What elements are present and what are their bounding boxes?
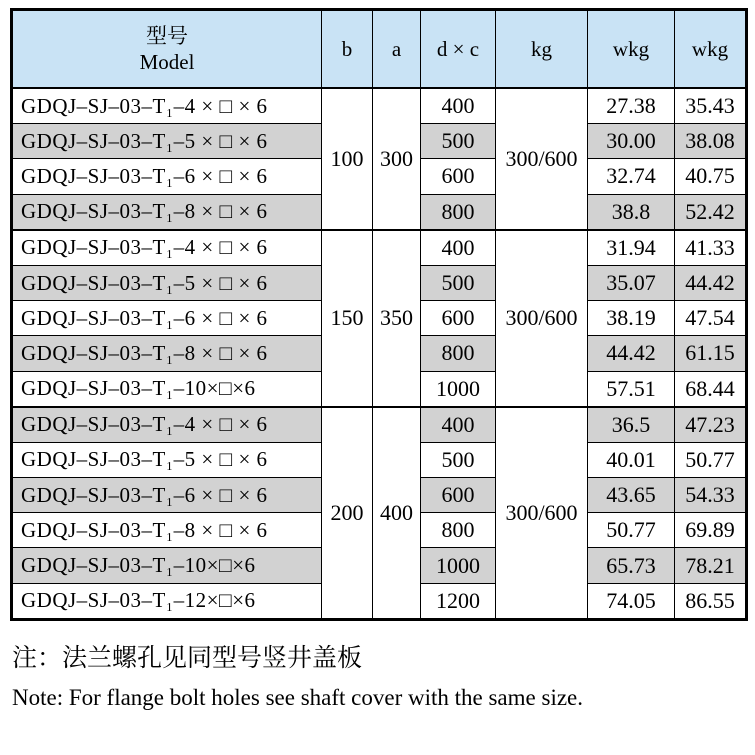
table-row (12, 88, 747, 124)
wkg2-cell: 47.23 (675, 407, 747, 443)
dc-cell: 600 (421, 301, 496, 336)
col-header-wkg2: wkg (675, 10, 747, 89)
table-row (12, 407, 747, 443)
spec-table-body (12, 88, 747, 619)
dc-cell: 600 (421, 478, 496, 513)
model-cell: GDQJ–SJ–03–T₁–6 × □ × 6 (12, 159, 322, 194)
col-header-model-en: Model (139, 50, 195, 74)
dc-cell: 1000 (421, 371, 496, 407)
model-cell: GDQJ–SJ–03–T₁–10×□×6 (12, 548, 322, 583)
wkg2-cell: 35.43 (675, 88, 747, 124)
model-cell: GDQJ–SJ–03–T₁–4 × □ × 6 (12, 230, 322, 266)
wkg1-cell: 31.94 (588, 230, 675, 266)
dc-cell: 800 (421, 336, 496, 371)
wkg2-cell: 68.44 (675, 371, 747, 407)
note-zh: 注：法兰螺孔见同型号竖井盖板 (12, 644, 363, 672)
wkg1-cell: 36.5 (588, 407, 675, 443)
wkg2-cell: 54.33 (675, 478, 747, 513)
wkg2-cell: 86.55 (675, 583, 747, 619)
wkg2-cell: 69.89 (675, 513, 747, 548)
model-cell: GDQJ–SJ–03–T₁–4 × □ × 6 (12, 407, 322, 443)
dc-cell: 400 (421, 407, 496, 443)
col-header-wkg1: wkg (588, 10, 675, 89)
col-header-model (12, 10, 322, 89)
wkg1-cell: 30.00 (588, 124, 675, 159)
dc-cell: 600 (421, 159, 496, 194)
model-cell: GDQJ–SJ–03–T₁–12×□×6 (12, 583, 322, 619)
model-cell: GDQJ–SJ–03–T₁–8 × □ × 6 (12, 194, 322, 230)
wkg1-cell: 65.73 (588, 548, 675, 583)
b-cell: 200 (322, 407, 373, 620)
b-cell: 150 (322, 230, 373, 407)
wkg2-cell: 44.42 (675, 265, 747, 300)
wkg1-cell: 38.19 (588, 301, 675, 336)
model-cell: GDQJ–SJ–03–T₁–6 × □ × 6 (12, 301, 322, 336)
col-header-kg: kg (496, 10, 588, 89)
model-cell: GDQJ–SJ–03–T₁–8 × □ × 6 (12, 513, 322, 548)
wkg2-cell: 38.08 (675, 124, 747, 159)
table-row (12, 230, 747, 266)
wkg1-cell: 32.74 (588, 159, 675, 194)
b-cell: 100 (322, 88, 373, 230)
a-cell: 300 (373, 88, 421, 230)
model-cell: GDQJ–SJ–03–T₁–8 × □ × 6 (12, 336, 322, 371)
wkg1-cell: 50.77 (588, 513, 675, 548)
wkg1-cell: 27.38 (588, 88, 675, 124)
kg-cell: 300/600 (496, 407, 588, 620)
dc-cell: 1000 (421, 548, 496, 583)
wkg2-cell: 40.75 (675, 159, 747, 194)
wkg1-cell: 38.8 (588, 194, 675, 230)
col-header-model-zh: 型号 (146, 23, 188, 48)
kg-cell: 300/600 (496, 88, 588, 230)
col-header-b: b (322, 10, 373, 89)
dc-cell: 500 (421, 442, 496, 477)
spec-table (10, 8, 748, 621)
dc-cell: 500 (421, 124, 496, 159)
wkg2-cell: 52.42 (675, 194, 747, 230)
wkg2-cell: 47.54 (675, 301, 747, 336)
a-cell: 350 (373, 230, 421, 407)
a-cell: 400 (373, 407, 421, 620)
note-en: Note: For flange bolt holes see shaft cover with the same size. (12, 685, 584, 711)
model-cell: GDQJ–SJ–03–T₁–6 × □ × 6 (12, 478, 322, 513)
spec-table-header (12, 10, 747, 89)
model-cell: GDQJ–SJ–03–T₁–10×□×6 (12, 371, 322, 407)
wkg2-cell: 41.33 (675, 230, 747, 266)
dc-cell: 800 (421, 194, 496, 230)
dc-cell: 400 (421, 230, 496, 266)
dc-cell: 1200 (421, 583, 496, 619)
wkg1-cell: 74.05 (588, 583, 675, 619)
model-cell: GDQJ–SJ–03–T₁–5 × □ × 6 (12, 124, 322, 159)
notes (10, 643, 745, 713)
wkg2-cell: 61.15 (675, 336, 747, 371)
wkg1-cell: 43.65 (588, 478, 675, 513)
wkg2-cell: 50.77 (675, 442, 747, 477)
model-cell: GDQJ–SJ–03–T₁–5 × □ × 6 (12, 265, 322, 300)
dc-cell: 500 (421, 265, 496, 300)
wkg1-cell: 44.42 (588, 336, 675, 371)
wkg2-cell: 78.21 (675, 548, 747, 583)
model-cell: GDQJ–SJ–03–T₁–4 × □ × 6 (12, 88, 322, 124)
wkg1-cell: 35.07 (588, 265, 675, 300)
kg-cell: 300/600 (496, 230, 588, 407)
col-header-a: a (373, 10, 421, 89)
dc-cell: 800 (421, 513, 496, 548)
col-header-dc: d × c (421, 10, 496, 89)
header-row (12, 10, 747, 89)
wkg1-cell: 57.51 (588, 371, 675, 407)
dc-cell: 400 (421, 88, 496, 124)
wkg1-cell: 40.01 (588, 442, 675, 477)
model-cell: GDQJ–SJ–03–T₁–5 × □ × 6 (12, 442, 322, 477)
